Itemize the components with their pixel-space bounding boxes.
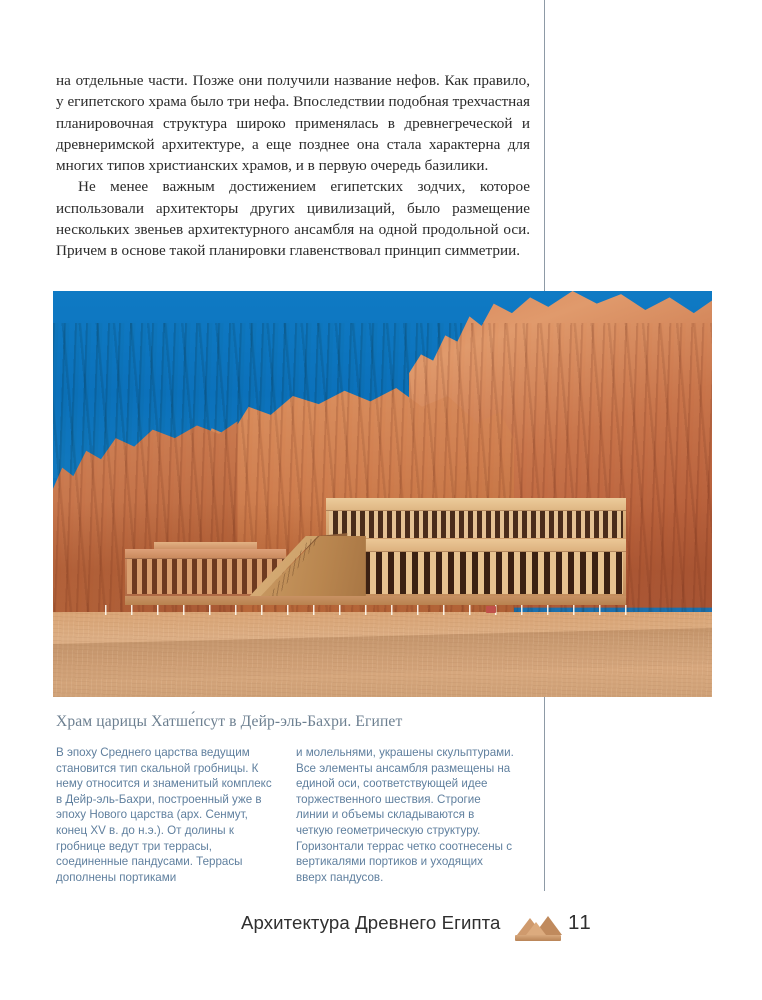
sidebar-paragraph-right: и молельнями, украшены скульптурами. Все элементы ансамбля размещены на единой оси, соответствующей идее торжественного шествия. Строгие линии и объемы складываются в четкую геометрическую структуру. Горизонтали террас четко соотнесены с вертикалями портиков и уходящих вверх пандусов.: [296, 746, 514, 884]
body-paragraph-2: Не менее важным достижением египетских зодчих, которое использовали архитекторы других цивилизаций, было размещение нескольких звеньев архитектурного ансамбля на одной продольной оси. Причем в основе такой планировки главенствовал принцип симметрии.: [56, 178, 530, 260]
pyramids-icon: [514, 913, 562, 941]
temple-middle-entablature: [331, 539, 626, 552]
photo-temple-complex: [125, 472, 626, 618]
temple-lower-parapet: [154, 542, 257, 549]
photo-red-marker: [486, 606, 496, 613]
temple-middle-colonnade: [334, 552, 624, 594]
body-text-block: [56, 70, 530, 262]
temple-middle-terrace: [331, 539, 626, 597]
temple-upper-colonnade: [329, 511, 623, 538]
temple-lower-entablature: [125, 549, 285, 559]
page-footer: [0, 908, 762, 952]
figure-photo: [53, 291, 712, 697]
pyramid-plinth: [515, 935, 561, 941]
sidebar-column-left: [56, 745, 274, 885]
body-paragraph-1: на отдельные части. Позже они получили название нефов. Как правило, у египетского храма было три нефа. Впоследствии подобная трехчастная планировочная структура широко применялась в древнегреческой и древнеримской архитектуре, а еще позднее она стала характерна для многих типов христианских храмов, и в первую очередь базилики.: [56, 72, 530, 175]
pyramid-shape-center: [526, 922, 546, 935]
temple-upper-entablature: [326, 498, 626, 511]
photo-ground-grain: [53, 612, 712, 697]
temple-upper-terrace: [326, 498, 626, 542]
photo-fence-posts: [105, 605, 646, 615]
photo-illustration: [53, 291, 712, 697]
sidebar-paragraph-left: В эпоху Среднего царства ведущим становится тип скальной гробницы. К нему относится и знаменитый комплекс в Дейр-эль-Бахри, построенный уже в эпоху Нового царства (арх. Сенмут, конец XV в. до н.э.). От долины к гробнице ведут три террасы, соединенные пандусами. Террасы дополнены портиками: [56, 746, 272, 884]
page-number: 11: [568, 911, 593, 934]
figure-caption: Храм царицы Хатше́псут в Дейр-эль-Бахри. Египет: [56, 713, 403, 730]
sidebar-column-right: [296, 745, 514, 885]
temple-base-platform: [125, 596, 626, 605]
footer-chapter-title: Архитектура Древнего Египта: [241, 912, 501, 933]
